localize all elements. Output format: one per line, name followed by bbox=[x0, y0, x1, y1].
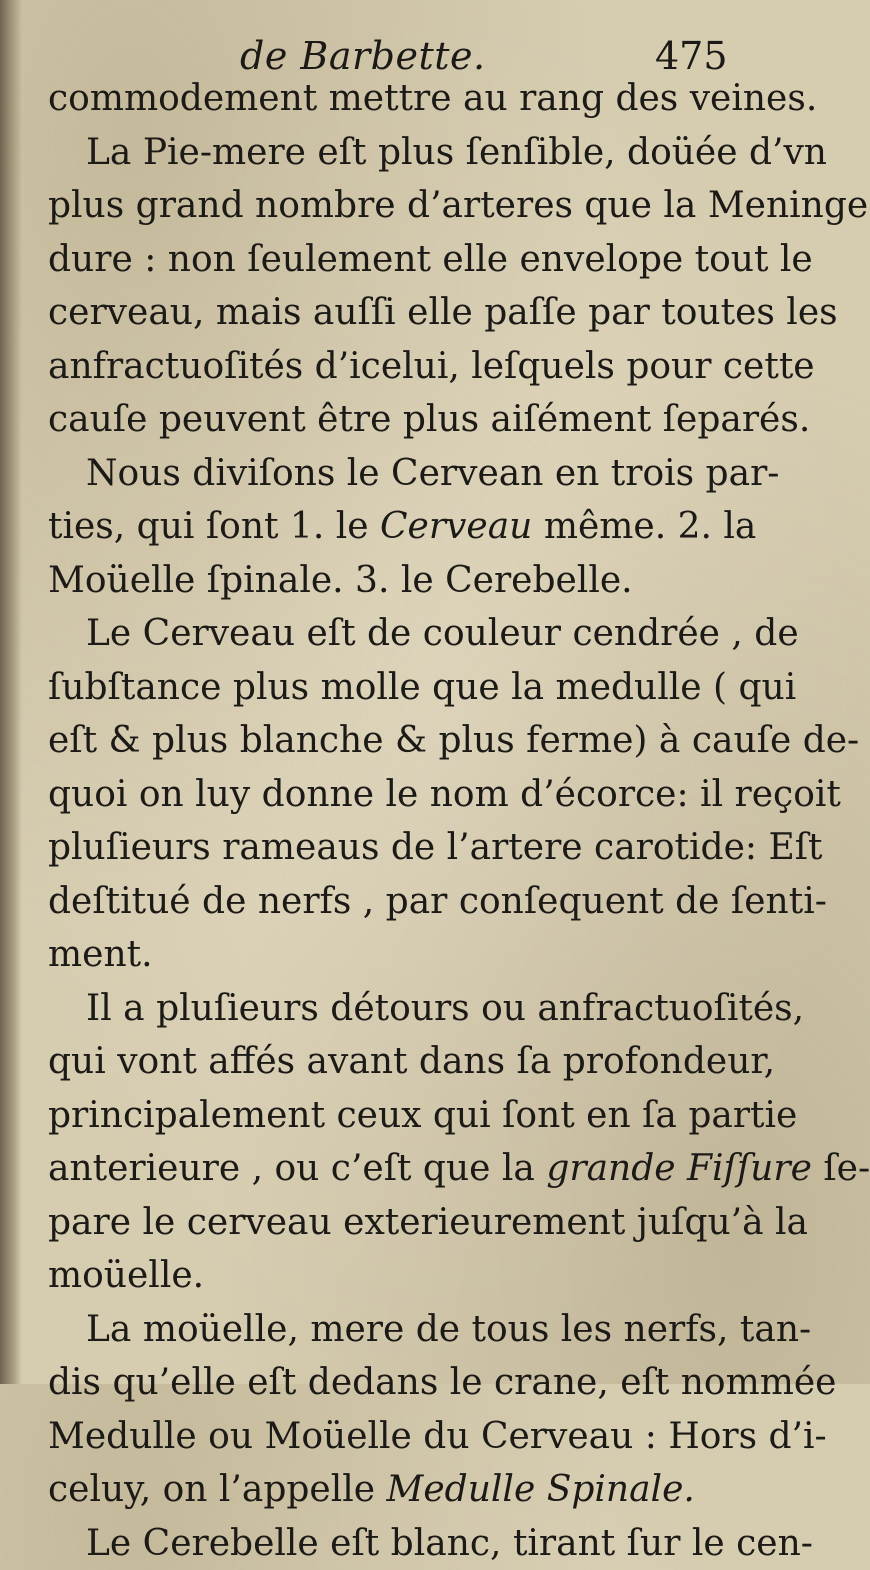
text-line: quoi on luy donne le nom d’écorce: il reçoit bbox=[48, 768, 748, 822]
text-line: dis qu’elle eſt dedans le crane, eſt nommée bbox=[48, 1356, 748, 1410]
paragraph-start-line: La Pie-mere eſt plus ſenſible, doüée d’vn bbox=[48, 126, 748, 180]
italic-term-grande-fissure: grande Fiſſure bbox=[546, 1148, 812, 1189]
text-line: pluſieurs rameaus de l’artere carotide: Eſt bbox=[48, 821, 748, 875]
text-line: commodement mettre au rang des veines. bbox=[48, 72, 748, 126]
running-title: de Barbette. bbox=[240, 34, 486, 78]
italic-term-cerveau: Cerveau bbox=[380, 506, 532, 547]
italic-term-medulle-spinale: Medulle Spinale. bbox=[387, 1469, 695, 1510]
text-line: ment. bbox=[48, 928, 748, 982]
paragraph-start-line: La moüelle, mere de tous les nerfs, tan- bbox=[48, 1303, 748, 1357]
text-line: ſubſtance plus molle que la medulle ( qui bbox=[48, 661, 748, 715]
paragraph-start-line: Nous diviſons le Cervean en trois par- bbox=[48, 447, 748, 501]
text-line: cauſe peuvent être plus aiſément ſeparés. bbox=[48, 393, 748, 447]
text-line: principalement ceux qui ſont en ſa partie bbox=[48, 1089, 748, 1143]
text-line: ties, qui ſont 1. le Cerveau même. 2. la bbox=[48, 500, 748, 554]
text-line: plus grand nombre d’arteres que la Meninge bbox=[48, 179, 748, 233]
body-text bbox=[48, 72, 748, 1570]
page-number: 475 bbox=[655, 34, 728, 78]
text-line: eſt & plus blanche & plus ferme) à cauſe de- bbox=[48, 714, 748, 768]
text-line: moüelle. bbox=[48, 1249, 748, 1303]
text-line: anfractuoſités d’icelui, leſquels pour cette bbox=[48, 340, 748, 394]
text-line: celuy, on l’appelle Medulle Spinale. bbox=[48, 1463, 748, 1517]
text-line: qui vont affés avant dans ſa profondeur, bbox=[48, 1035, 748, 1089]
text-line: Moüelle ſpinale. 3. le Cerebelle. bbox=[48, 554, 748, 608]
text-line: cerveau, mais auſſi elle paſſe par toutes les bbox=[48, 286, 748, 340]
text-line: pare le cerveau exterieurement juſqu’à la bbox=[48, 1196, 748, 1250]
paragraph-start-line: Le Cerveau eſt de couleur cendrée , de bbox=[48, 607, 748, 661]
paragraph-start-line: Il a pluſieurs détours ou anfractuoſités, bbox=[48, 982, 748, 1036]
text-line: dure : non ſeulement elle envelope tout le bbox=[48, 233, 748, 287]
text-line: anterieure , ou c’eſt que la grande Fiſſure ſe- bbox=[48, 1142, 748, 1196]
text-line: deſtitué de nerfs , par conſequent de ſenti- bbox=[48, 875, 748, 929]
text-line: Medulle ou Moüelle du Cerveau : Hors d’i- bbox=[48, 1410, 748, 1464]
paragraph-start-line: Le Cerebelle eſt blanc, tirant ſur le cen- bbox=[48, 1517, 748, 1570]
